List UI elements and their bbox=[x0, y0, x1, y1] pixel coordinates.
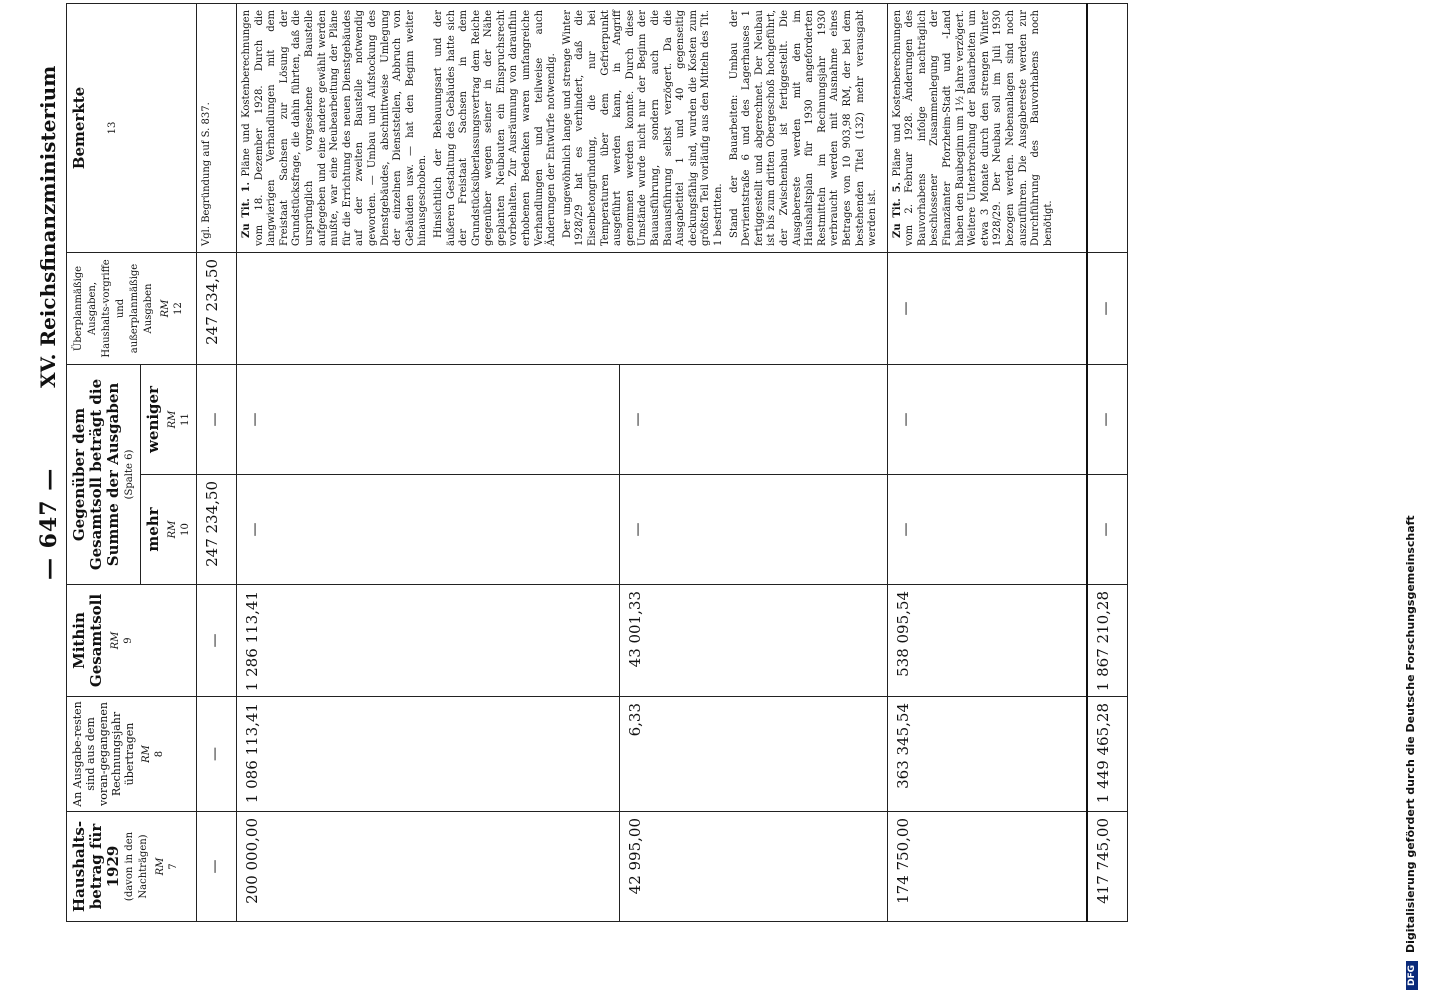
cell: 363 345,54 bbox=[887, 697, 1087, 812]
digitization-credit bbox=[1404, 290, 1418, 990]
cell: — bbox=[237, 364, 620, 474]
cell: — bbox=[887, 252, 1087, 364]
cell: 247 234,50 bbox=[197, 475, 237, 585]
remark-paragraph: Pläne und Kostenberechnungen vom 2. Februar 1928. Änderungen des Bauvorhabens infolge nachträglich beschlossener Zusammenlegung der Finanzämter Pforzheim-Stadt und -Land haben den Baubeginn um 1½ Jahre verzögert. Weitere Unterbrechung der Bauarbeiten um etwa 3 Monate durch den strengen Winter 1928/29. Der Neubau soll im Juli 1930 bezogen werden. Nebenanlagen sind noch auszuführen. Die Ausgabereste werden zur Durchführung des Bauvorhabens noch benötigt. bbox=[891, 9, 1054, 246]
col-header-13: Bemerkte 13 bbox=[67, 3, 197, 252]
remark-cell bbox=[887, 3, 1087, 252]
col-header-10: mehr RM 10 bbox=[141, 475, 197, 585]
expenditure-table bbox=[66, 3, 1128, 922]
cell: 6,33 bbox=[620, 697, 887, 812]
cell: 1 286 113,41 bbox=[237, 585, 620, 697]
table-row bbox=[887, 3, 1087, 921]
table-header bbox=[67, 3, 197, 921]
cell: — bbox=[887, 475, 1087, 585]
cell: — bbox=[197, 585, 237, 697]
cell: 1 449 465,28 bbox=[1087, 697, 1127, 812]
cell: — bbox=[620, 364, 887, 474]
cell: 417 745,00 bbox=[1087, 812, 1127, 922]
col-header-8: An Ausgabe-resten sind aus dem voran-gegangenen Rechnungsjahr übertragen RM 8 bbox=[67, 697, 197, 812]
cell: — bbox=[1087, 475, 1127, 585]
cell: — bbox=[887, 364, 1087, 474]
cell: 174 750,00 bbox=[887, 812, 1087, 922]
page-number: — 647 — bbox=[36, 467, 62, 580]
cell: 200 000,00 bbox=[237, 812, 620, 922]
cell: — bbox=[197, 697, 237, 812]
credit-text: Digitalisierung gefördert durch die Deutsche Forschungsgemeinschaft bbox=[1404, 515, 1417, 953]
cell: — bbox=[197, 364, 237, 474]
section-title: XV. Reichsfinanzministerium bbox=[36, 65, 60, 388]
remark-cell: Vgl. Begründung auf S. 837. bbox=[197, 3, 237, 252]
cell: — bbox=[1087, 364, 1127, 474]
cell: 43 001,33 bbox=[620, 585, 887, 697]
remark-cell bbox=[237, 3, 888, 252]
total-row bbox=[1087, 3, 1127, 921]
dfg-logo: DFG bbox=[1406, 961, 1418, 990]
cell: 247 234,50 bbox=[197, 252, 237, 364]
remark-title: Zu Tit. 1. bbox=[241, 181, 252, 238]
remark-title: Zu Tit. 5. bbox=[891, 181, 903, 238]
cell: 538 095,54 bbox=[887, 585, 1087, 697]
remark-paragraph: Hinsichtlich der Bebauungsart und der äußeren Gestaltung des Gebäudes hatte sich der Freistaat Sachsen in dem Grundstücksüberlassungsvertrag dem Reiche gegenüber wegen seiner in der Nähe geplanten Neubauten ein Einspruchsrecht vorbehalten. Zur Ausräumung von daraufhin erhobenen Bedenken waren umfangreiche Verhandlungen und teilweise auch Änderungen der Entwürfe notwendig. bbox=[432, 9, 558, 246]
cell: — bbox=[237, 475, 620, 585]
cell: — bbox=[620, 475, 887, 585]
table-row bbox=[197, 3, 237, 921]
cell: — bbox=[197, 812, 237, 922]
remark-paragraph: Der ungewöhnlich lange und strenge Winter 1928/29 hat es verhindert, daß die Eisenbetongründung, die nur bei Temperaturen über dem Gefrierpunkt ausgeführt werden kann, in Angriff genommen werden konnte. Durch diese Umstände wurde nicht nur der Beginn der Bauausführung, sondern auch die Bauausführung selbst verzögert. Da die Ausgabetitel 1 und 40 gegenseitig deckungsfähig sind, wurden die Kosten zum größten Teil vorläufig aus den Mitteln des Tit. 1 bestritten. bbox=[561, 9, 724, 246]
remark-paragraph: Stand der Bauarbeiten: Umbau der Devrientstraße 6 und des Lagerhauses 1 fertiggestellt und abgerechnet. Der Neubau ist bis zum dritten Obergeschoß hochgeführt, der Zwischenbau ist fertiggestellt. Die Ausgabereste werden mit den im Haushaltsplan für 1930 angeforderten Restmitteln im Rechnungsjahr 1930 verbraucht werden mit Ausnahme eines Betrages von 10 903,98 RM, der bei dem bestehenden Titel (132) mehr verausgabt werden ist. bbox=[728, 9, 879, 246]
col-header-12: Überplanmäßige Ausgaben, Haushalts-vorgriffe und außerplanmäßige Ausgaben RM 12 bbox=[67, 252, 197, 364]
cell: — bbox=[1087, 252, 1127, 364]
table-row bbox=[237, 3, 620, 921]
cell: 42 995,00 bbox=[620, 812, 887, 922]
cell: 1 086 113,41 bbox=[237, 697, 620, 812]
col-header-7: Haushalts-betrag für 1929 (davon in den Nachträgen) RM 7 bbox=[67, 812, 197, 922]
col-header-11: weniger RM 11 bbox=[141, 364, 197, 474]
cell: 1 867 210,28 bbox=[1087, 585, 1127, 697]
remark-cell bbox=[1087, 3, 1127, 252]
remark-paragraph: Pläne und Kostenberechnungen vom 18. Dezember 1928. Durch die langwierigen Verhandlungen mit dem Freistaat Sachsen zur Lösung der Grundstücksfrage, die dahin führten, daß die ursprünglich vorgesehene Baustelle aufgegeben und eine andere gewählt werden mußte, war eine Neubearbeitung der Pläne für die Errichtung des neuen Dienstgebäudes auf der zweiten Baustelle notwendig geworden. — Umbau und Aufstockung des Dienstgebäudes, abschnittweise Umlegung der einzelnen Dienststellen, Abbruch von Gebäuden usw. — hat den Beginn weiter hinausgeschoben. bbox=[241, 9, 429, 246]
cell bbox=[237, 252, 888, 364]
col-header-10-11-group: Gegenüber dem Gesamtsoll beträgt die Summe der Ausgaben (Spalte 6) bbox=[67, 364, 141, 584]
col-header-9: Mithin Gesamtsoll RM 9 bbox=[67, 585, 197, 697]
